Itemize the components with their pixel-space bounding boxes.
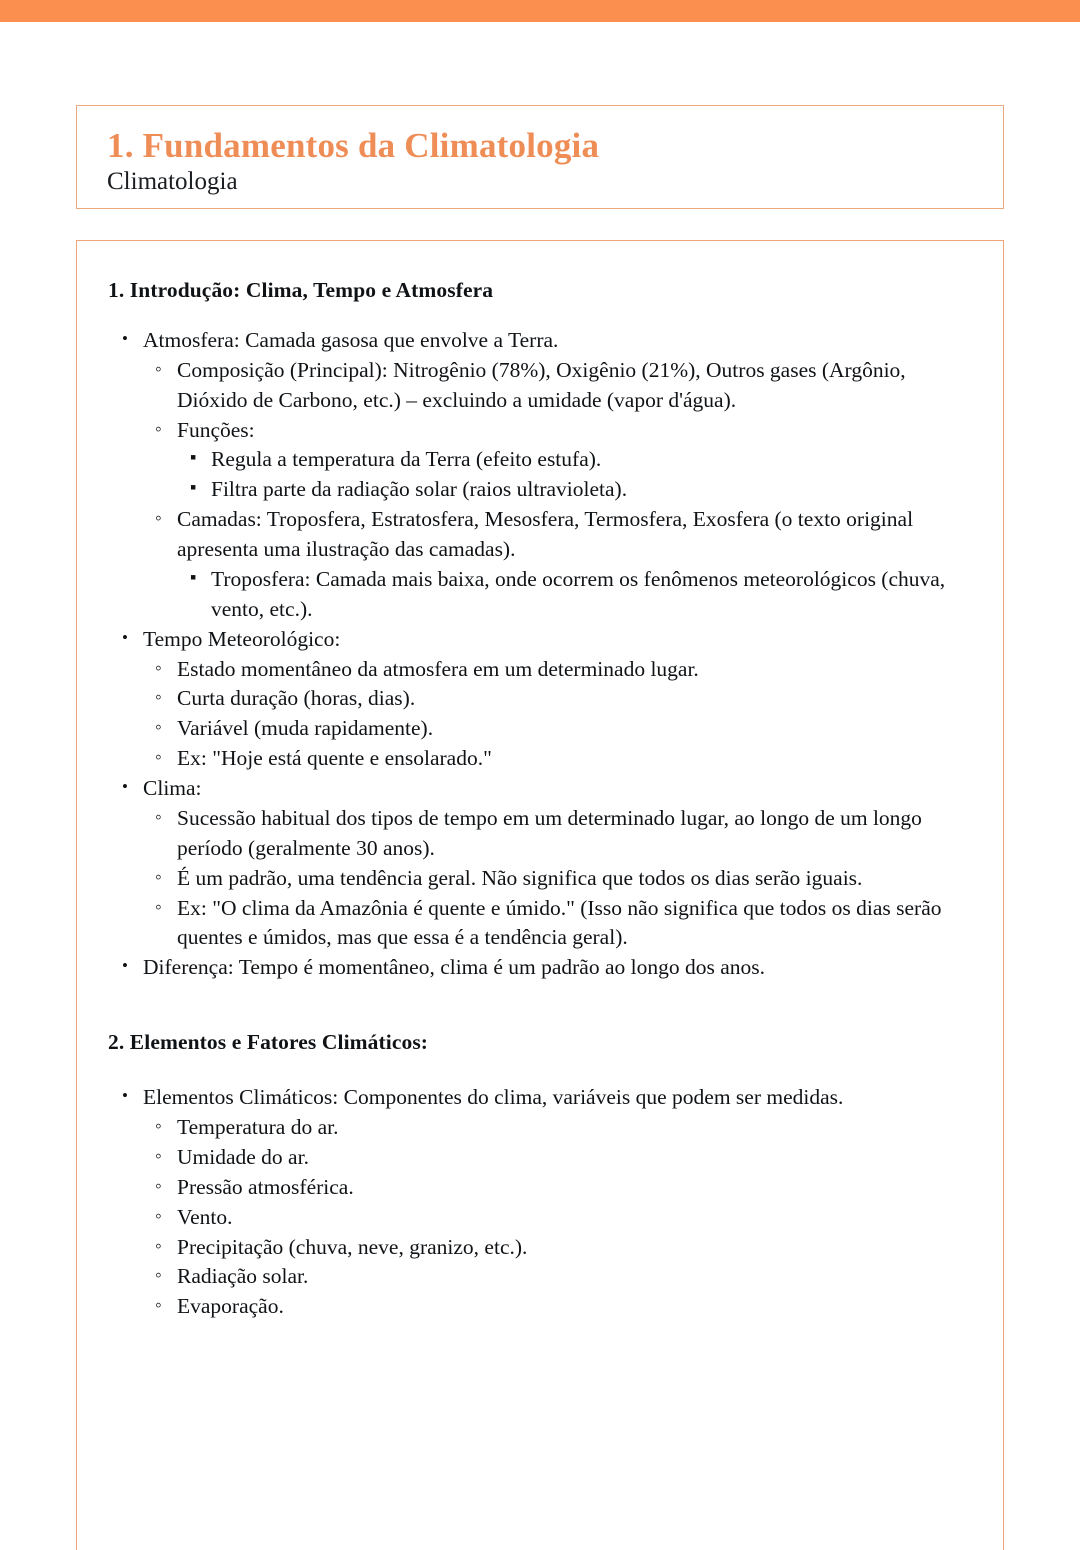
list-item-text: ◦ Radiação solar.: [177, 1262, 977, 1292]
list-item: [143, 1143, 977, 1173]
list-item: [143, 804, 977, 864]
page-title: 1. Fundamentos da Climatologia: [107, 126, 600, 165]
title-card: [76, 105, 1004, 209]
list-item: [143, 1292, 977, 1322]
list-item-text: • Diferença: Tempo é momentâneo, clima é um padrão ao longo dos anos.: [143, 953, 977, 983]
list-item: [108, 953, 977, 983]
list-item: [143, 1113, 977, 1143]
list-item-text: ▪ Filtra parte da radiação solar (raios ultravioleta).: [211, 475, 977, 505]
list-item: [143, 505, 977, 625]
list-item: [108, 774, 977, 953]
list-item: [143, 864, 977, 894]
list-item-text: • Clima:: [143, 774, 977, 804]
list-item-text: ◦ Camadas: Troposfera, Estratosfera, Mesosfera, Termosfera, Exosfera (o texto original apresenta uma ilustração das camadas).: [177, 505, 977, 565]
list-item-text: ◦ Vento.: [177, 1203, 977, 1233]
list-item: [143, 1233, 977, 1263]
list-item: [143, 714, 977, 744]
list-item-text: ◦ Funções:: [177, 416, 977, 446]
list-item-text: • Elementos Climáticos: Componentes do clima, variáveis que podem ser medidas.: [143, 1083, 977, 1113]
list-item: [177, 475, 977, 505]
content-card: [76, 240, 1004, 1550]
list-item: [108, 326, 977, 625]
list-item: [143, 1203, 977, 1233]
list-item-text: • Atmosfera: Camada gasosa que envolve a Terra.: [143, 326, 977, 356]
list-item-text: ◦ Composição (Principal): Nitrogênio (78%), Oxigênio (21%), Outros gases (Argônio, Dióxido de Carbono, etc.) – excluindo a umidade (vapor d'água).: [177, 356, 977, 416]
sublist: [143, 655, 977, 775]
list-item-text: ◦ Ex: "Hoje está quente e ensolarado.": [177, 744, 977, 774]
section-2-list: [108, 1083, 977, 1322]
list-item: [143, 684, 977, 714]
sublist: [177, 565, 977, 625]
list-item-text: ◦ É um padrão, uma tendência geral. Não significa que todos os dias serão iguais.: [177, 864, 977, 894]
list-item-text: ◦ Curta duração (horas, dias).: [177, 684, 977, 714]
list-item: [143, 655, 977, 685]
list-item-text: ◦ Estado momentâneo da atmosfera em um determinado lugar.: [177, 655, 977, 685]
list-item-text: ◦ Pressão atmosférica.: [177, 1173, 977, 1203]
list-item-text: ◦ Sucessão habitual dos tipos de tempo em um determinado lugar, ao longo de um longo período (geralmente 30 anos).: [177, 804, 977, 864]
list-item: [143, 1262, 977, 1292]
top-accent-bar: [0, 0, 1080, 22]
list-item: [177, 565, 977, 625]
list-item-text: ◦ Umidade do ar.: [177, 1143, 977, 1173]
section-heading-1: 1. Introdução: Clima, Tempo e Atmosfera: [108, 278, 494, 302]
list-item-text: ◦ Precipitação (chuva, neve, granizo, etc.).: [177, 1233, 977, 1263]
list-item: [143, 1173, 977, 1203]
list-item: [143, 416, 977, 506]
section-1-list: [108, 326, 977, 983]
list-item: [177, 445, 977, 475]
list-item-text: ◦ Temperatura do ar.: [177, 1113, 977, 1143]
list-item: [143, 744, 977, 774]
list-item-text: ◦ Evaporação.: [177, 1292, 977, 1322]
sublist: [143, 1113, 977, 1322]
list-item: [143, 894, 977, 954]
sublist: [177, 445, 977, 505]
sublist: [143, 356, 977, 625]
list-item: [143, 356, 977, 416]
list-item-text: ▪ Regula a temperatura da Terra (efeito estufa).: [211, 445, 977, 475]
list-item-text: ▪ Troposfera: Camada mais baixa, onde ocorrem os fenômenos meteorológicos (chuva, vento, etc.).: [211, 565, 977, 625]
page-subtitle: Climatologia: [107, 168, 238, 196]
list-item-text: • Tempo Meteorológico:: [143, 625, 977, 655]
list-item-text: ◦ Variável (muda rapidamente).: [177, 714, 977, 744]
list-item: [108, 1083, 977, 1322]
sublist: [143, 804, 977, 953]
list-item-text: ◦ Ex: "O clima da Amazônia é quente e úmido." (Isso não significa que todos os dias serão quentes e úmidos, mas que essa é a tendência geral).: [177, 894, 977, 954]
list-item: [108, 625, 977, 774]
section-heading-2: 2. Elementos e Fatores Climáticos:: [108, 1030, 429, 1055]
